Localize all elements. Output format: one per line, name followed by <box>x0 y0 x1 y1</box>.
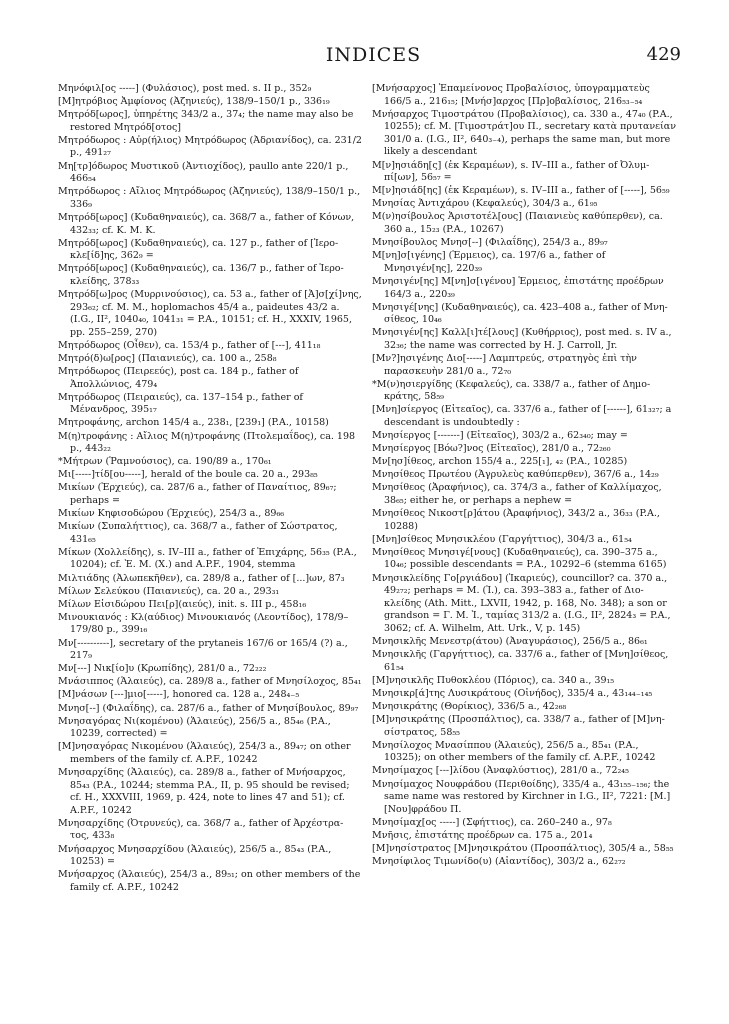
page-title: INDICES <box>325 44 422 66</box>
index-entry: [Μ]νησικράτης (Προσπάλτιος), ca. 338/7 a., father of [Μ]νη-σίστρατος, 58₅₅ <box>372 714 665 738</box>
index-entry: Μητρόδωρος : Αἴλιος Μητρόδωρος (Ἀζηνιεύς), 138/9–150/1 p., 336₉ <box>58 186 361 210</box>
index-entry: Μνησικλῆς Μενεστρ(άτου) (Ἀναγυράσιος), 256/5 a., 86₆₁ <box>372 636 648 648</box>
index-entry: Μνησιγέν[ης] Μ[νη]σ[ιγένου] Ἑρμειος, ἐπιστάτης προέδρων 164/3 a., 220₃₉ <box>372 275 664 300</box>
index-entry: Μνησίβουλος Μνησ[--] (Φιλαΐδης), 254/3 a., 89₉₇ <box>372 237 608 249</box>
index-entry: [Μ]νησικλῆς Πυθοκλέου (Πόριος), ca. 340 a., 39₁₅ <box>372 674 615 686</box>
index-entry: Μν[----------], secretary of the prytaneis 167/6 or 165/4 (?) a., 217₉ <box>58 637 348 662</box>
index-entry: [Μνήσαρχος] Ἐπαμείνονος Προβαλίσιος, ὑπογραμματεὺς 166/5 a., 216₁₅; [Μνήσ]αρχος [Πρ]οβαλίσιος, 216₅₃₋₅₄ <box>372 83 650 107</box>
index-entry: [Μν?]ησιγένης Διο[-----] Λαμπτρεύς, στρατηγὸς ἐπὶ τὴν παρασκευὴν 281/0 a., 72₇₀ <box>372 352 637 377</box>
index-entry: Μνησίας Ἀντιχάρου (Κεφαλεύς), 304/3 a., 61₉₅ <box>372 198 598 210</box>
index-entry: Μ(η)τροφάνης : Αἴλιος Μ(η)τροφάνης (Πτολεμαΐδος), ca. 198 p., 443₂₂ <box>58 430 356 455</box>
right-column <box>372 83 676 869</box>
index-entry: [Μ]ητρόβιος Ἀμφίονος (Ἀζηνιεύς), 138/9–150/1 p., 336₁₉ <box>58 96 330 108</box>
index-entry: Μνησίλοχος Μνασίππου (Ἁλαιεύς), 256/5 a., 85₄₁ (P.A., 10325); on other members of the family cf. A.P.F., 10242 <box>372 739 656 764</box>
index-entry: [Μ]νησαγόρας Νικομένου (Ἁλαιεύς), 254/3 a., 89₄₇; on other members of the family cf. A.P.F., 10242 <box>58 741 351 765</box>
index-entry: Μητρόδ[ω]ρος (Μυρρινούσιος), ca. 53 a., father of [Ἀ]σ[χί]νης, 293₆₂; cf. M. M., hoplomachos 45/4 a., paideutes 43/2 a. (I.G., II², 1040₄₀, 1041₃₁ = P.A., 10151; cf. H., XXXIV, 1965, pp. 255–259, 270) <box>58 289 362 338</box>
index-entry: Μνήσαρχος Τιμοστράτου (Προβαλίσιος), ca. 330 a., 47₄₀ (P.A., 10255); cf. M. [Τιμοστράτ]ου Π., secretary κατὰ πρυτανείαν 301/0 a. (I.G., II², 640₃₋₄), perhaps the same man, but more likely a descendant <box>372 108 676 158</box>
index-entry: Μνησίθεος (Ἀραφήνιος), ca. 374/3 a., father of Καλλίμαχος, 38₆₅; either he, or perhaps a nephew = <box>372 482 662 506</box>
index-entry: Μνησίεργος [-------] (Εἰτεαῖος), 303/2 a., 62₃₄₀; may = <box>372 430 628 442</box>
page-header <box>62 44 685 70</box>
index-entry: Μ[ν]ησιάδη[ς] (ἐκ Κεραμέων), s. IV–III a., father of Ὀλυμ-πί[ων], 56₅₇ = <box>372 159 650 184</box>
index-entry: Μητρόδωρος (Πειρεεύς), post ca. 184 p., father of Ἀπολλώνιος, 479₄ <box>58 366 299 390</box>
index-entry: *Μήτρων (Ῥαμνούσιος), ca. 190/89 a., 170₆₁ <box>58 456 272 468</box>
index-entry: Μνησιγέν[ης] Καλλ[ι]τέ[λους] (Κυθήρριος), post med. s. IV a., 32₃₆; the name was corrected by H. J. Carroll, Jr. <box>372 327 672 351</box>
index-entry: Μνησίφιλος Τιμωνίδο(υ) (Αἰαντίδος), 303/2 a., 62₂₇₂ <box>372 856 626 868</box>
index-entry: Μητρόδ[ωρος] (Κυδαθηναιεύς), ca. 136/7 p., father of Ἱερο-κλείδης, 378₃₃ <box>58 263 344 287</box>
index-entry: Μητρόδ[ωρος] (Κυδαθηναιεύς), ca. 127 p., father of [Ἱερο-κλε[ίδ]ης, 362₉ = <box>58 237 339 262</box>
index-entry: Μινουκιανός : Κλ(αύδιος) Μινουκιανός (Λεοντίδος), 178/9–179/80 p., 399₁₆ <box>58 611 349 636</box>
index-entry: Μητρόδ[ωρος], ὑπηρέτης 343/2 a., 37₄; the name may also be restored Μητρόδ[οτος] <box>58 109 354 133</box>
index-entry: Μνησίμαχος [---]λίδου (Ἀναφλύστιος), 281/0 a., 72₂₄₅ <box>372 765 629 777</box>
index-entry: Μιλτιάδης (Ἀλωπεκῆθεν), ca. 289/8 a., father of [...]ων, 87₃ <box>58 572 345 584</box>
index-entry: Μίλων Σελεύκου (Παιανιεύς), ca. 20 a., 293₃₁ <box>58 585 280 597</box>
index-entry: Μν[ησ]ίθεος, archon 155/4 a., 225[₁], ₄₂ (P.A., 10285) <box>372 456 628 468</box>
index-entry: Μνάσιππος (Ἁλαιεύς), ca. 289/8 a., father of Μνησίλοχος, 85₄₁ <box>58 676 362 688</box>
index-entry: Μνησικλῆς (Γαργήττιος), ca. 337/6 a., father of [Μνη]σίθεος, 61₅₄ <box>372 649 669 673</box>
index-entry: Μνησικράτης (Θορίκιος), 336/5 a., 42₂₆₈ <box>372 701 567 712</box>
index-entry: Μητροφάνης, archon 145/4 a., 238₁, [239₁] (P.A., 10158) <box>58 417 329 429</box>
index-entry: Μίλων Εἰσιδώρου Πει[ρ](αιεύς), init. s. III p., 458₁₆ <box>58 598 307 610</box>
index-entry: [Μ]νησίστρατος [Μ]νησικράτου (Προσπάλτιος), 305/4 a., 58₅₅ <box>372 843 674 855</box>
index-entry: Μηνόφιλ[ος -----] (Φυλάσιος), post med. s. II p., 352₉ <box>58 83 312 94</box>
index-entry: Μητρόδωρος : Αὐρ(ήλιος) Μητρόδωρος (Ἀδριανίδος), ca. 231/2 p., 491₂₇ <box>58 134 362 159</box>
left-column <box>58 83 362 895</box>
index-entry: Μ[ν]ησιάδ[ης] (ἐκ Κεραμέων), s. IV–III a., father of [-----], 56₅₉ <box>372 185 670 197</box>
index-entry: Μι[-----]τίδ[ου-----], herald of the boule ca. 20 a., 293₈₅ <box>58 469 318 481</box>
index-entry: Μνησ[--] (Φιλαΐδης), ca. 287/6 a., father of Μνησίβουλος, 89₉₇ <box>58 702 359 714</box>
index-entry: Μνησίθεος Νικοστ[ρ]άτου (Ἀραφήνιος), 343/2 a., 36₃₃ (P.A., 10288) <box>372 508 660 532</box>
index-entry: *Μ(ν)ησιεργίδης (Κεφαλεύς), ca. 338/7 a., father of Δημο-κράτης, 58₅₉ <box>372 378 651 403</box>
index-entry: Μνησίθεος Πρωτέου (Ἀγρυλεὺς καθύπερθεν), 367/6 a., 14₂₉ <box>372 469 659 481</box>
index-entry: Μνησίεργος [Βόω?]νος (Εἰτεαῖος), 281/0 a., 72₂₆₀ <box>372 443 611 455</box>
index-entry: Μνῆσις, ἐπιστάτης προέδρων ca. 175 a., 201₄ <box>372 829 593 841</box>
index-entry: Μητρόδ[ωρος] (Κυδαθηναιεύς), ca. 368/7 a., father of Κόνων, 432₃₃; cf. K. M. K. <box>58 211 355 236</box>
index-entry: Μικίων (Συπαλήττιος), ca. 368/7 a., father of Σώστρατος, 431₆₅ <box>58 521 338 545</box>
index-entry: Μητρόδωρος (Πειραιεύς), ca. 137–154 p., father of Μένανδρος, 395₁₇ <box>58 391 303 416</box>
index-entry: Μνήσαρχος (Ἁλαιεύς), 254/3 a., 89₅₁; on other members of the family cf. A.P.F., 10242 <box>58 869 361 893</box>
index-entry: Μν[---] Νικ[ίο]υ (Κρωπίδης), 281/0 a., 72₂₂₂ <box>58 663 267 675</box>
index-entry: [Μνη]σίεργος (Εἰτεαῖος), ca. 337/6 a., father of [------], 61₃₂₇; a descendant is undoubtedly : <box>372 404 672 428</box>
index-entry: Μνησίμαχ[ος -----] (Σφήττιος), ca. 260–240 a., 97₈ <box>372 816 612 828</box>
index-entry: Μικίων (Ἐρχιεύς), ca. 287/6 a., father of Παναίτιος, 89₆₇; perhaps = <box>58 482 337 506</box>
index-entry: Μνησαγόρας Νι(κομένου) (Ἁλαιεύς), 256/5 a., 85₄₆ (P.A., 10239, corrected) = <box>58 715 331 740</box>
index-entry: Μνήσαρχος Μνησαρχίδου (Ἁλαιεύς), 256/5 a., 85₄₃ (P.A., 10253) = <box>58 843 332 868</box>
index-entry: Μ(ν)ησίβουλος Ἀριστοτέλ[ους] (Παιανιεὺς καθύπερθεν), ca. 360 a., 15₂₃ (P.A., 10267) <box>372 211 663 236</box>
index-entry: Μ[νη]σ[ιγένης] (Ἑρμειος), ca. 197/6 a., father of Μνησιγέν[ης], 220₃₉ <box>372 250 606 274</box>
index-entry: Μνησαρχίδης (Ἁλαιεύς), ca. 289/8 a., father of Μνήσαρχος, 85₄₃ (P.A., 10244; stemma P.A., II, p. 95 should be revised; cf. H., XXXVIII, 1969, p. 424, note to lines 47 and 51); cf. A.P.F., 10242 <box>58 766 350 816</box>
index-entry: [Μνη]σίθεος Μνησικλέου (Γαργήττιος), 304/3 a., 61₅₄ <box>372 533 632 545</box>
index-entry: Μνησαρχίδης (Ὀτρυνεύς), ca. 368/7 a., father of Ἀρχέστρα-τος, 433₈ <box>58 817 344 842</box>
index-entry: Μητρόδωρος (Οἶθεν), ca. 153/4 p., father of [---], 411₁₈ <box>58 339 321 351</box>
index-entry: Μη[τρ]όδωρος Μυστικοῦ (Ἀντιοχίδος), paullo ante 220/1 p., 466₅₄ <box>58 160 349 185</box>
index-entry: Μνησίθεος Μνησιγέ[νους] (Κυδαθηναιεύς), ca. 390–375 a., 10₄₆; possible descendants = P.A., 10292–6 (stemma 6165) <box>372 546 667 571</box>
index-entry: Μητρό(δ)ω[ρος] (Παιανιεύς), ca. 100 a., 258₈ <box>58 352 277 364</box>
page-number: 429 <box>646 44 681 65</box>
index-entry: [Μ]νάσων [---]μιο[-----], honored ca. 128 a., 248₄₋₅ <box>58 689 300 701</box>
index-entry: Μνησιγέ[νης] (Κυδαθηναιεύς), ca. 423–408 a., father of Μνη-σίθεος, 10₄₆ <box>372 301 668 326</box>
index-entry: Μνησικρ[ά]της Λυσικράτους (Οἰνήδος), 335/4 a., 43₁₄₄₋₁₄₅ <box>372 687 653 699</box>
index-entry: Μίκων (Χολλείδης), s. IV–III a., father of Ἐπιχάρης, 56₃₅ (P.A., 10204); cf. Ἐ. M. (X.) and A.P.F., 1904, stemma <box>58 546 357 571</box>
index-entry: Μικίων Κηφισοδώρου (Ἐρχιεύς), 254/3 a., 89₆₆ <box>58 508 285 520</box>
index-entry: Μνησικλείδης Γο[ργιάδου] (Ἰκαριεύς), councillor? ca. 370 a., 49₂₇₂; perhaps = M. (Ἰ.), ca. 393–383 a., father of Διο-κλείδης (Ath. Mitt., LXVII, 1942, p. 168, No. 348); a son or grandson = Γ. M. Ἰ., ταμίας 313/2 a. (I.G., II², 2824₃ = P.A., 3062; cf. A. Wilhelm, Att. Urk., V, p. 145) <box>372 572 671 634</box>
index-entry: Μνησίμαχος Νουφράδου (Περιθοίδης), 335/4 a., 43₁₅₅₋₁₅₆; the same name was restored by Kirchner in I.G., II², 7221: [M.] [Νου]φράδου Π. <box>372 778 671 815</box>
